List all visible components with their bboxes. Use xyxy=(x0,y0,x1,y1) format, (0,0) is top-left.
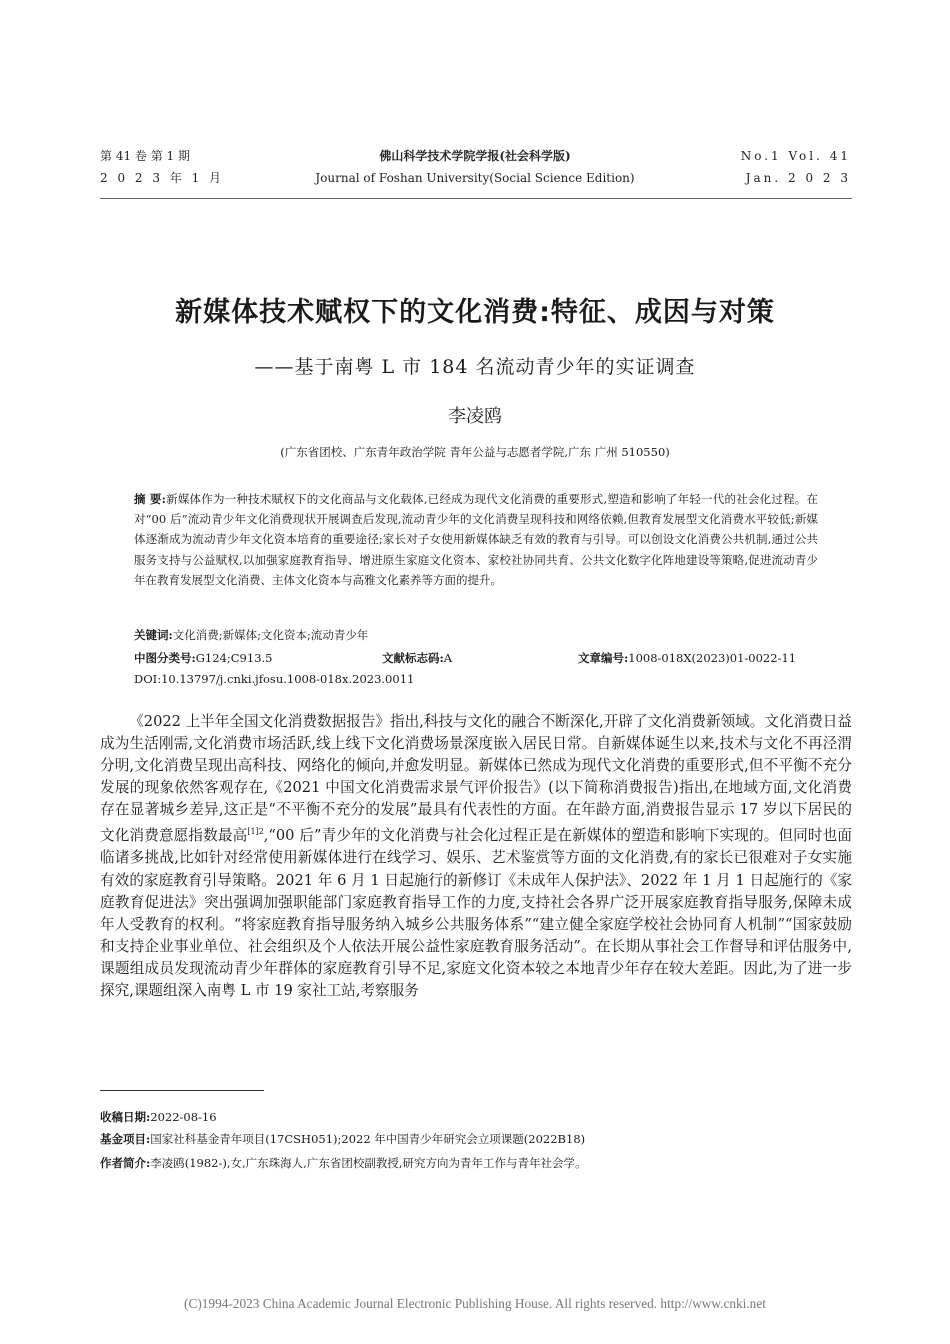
doccode-label: 文献标志码: xyxy=(382,651,444,665)
journal-title-en: Journal of Foshan University(Social Science Edition) xyxy=(315,171,635,185)
abstract-text: 新媒体作为一种技术赋权下的文化商品与文化载体,已经成为现代文化消费的重要形式,塑造和影响了年轻一代的社会化过程。在对“00 后”流动青少年文化消费现状开展调查后发现,流动青少年的文化消费呈现科技和网络依赖,但教育发展型文化消费水平较低;新媒体逐渐成为流动青少年文化资本培育的重要途径;家长对子女使用新媒体缺乏有效的教育与引导。可以创设文化消费公共机制,通过公共服务支持与公益赋权,以加强家庭教育指导、增进原生家庭文化资本、家校社协同共育、公共文化数字化阵地建设等策略,促进流动青少年在教育发展型文化消费、主体文化资本与高雅文化素养等方面的提升。 xyxy=(134,492,819,587)
clc-label: 中图分类号: xyxy=(134,651,196,665)
doccode-value: A xyxy=(443,651,453,665)
artno-label: 文章编号: xyxy=(578,651,629,665)
author-name: 李凌鸥 xyxy=(448,406,502,427)
keywords xyxy=(134,626,818,644)
article-title: 新媒体技术赋权下的文化消费:特征、成因与对策 xyxy=(175,297,775,328)
body-paragraph xyxy=(100,711,852,1002)
bio-value: 李凌鸥(1982-),女,广东珠海人,广东省团校副教授,研究方向为青年工作与青年社会学。 xyxy=(150,1156,587,1170)
author-affiliation: (广东省团校、广东青年政治学院 青年公益与志愿者学院,广东 广州 510550) xyxy=(280,445,670,459)
body-text-part-2: ,“00 后”青少年的文化消费与社会化过程正是在新媒体的塑造和影响下实现的。但同时也面临诸多挑战,比如针对经常使用新媒体进行在线学习、娱乐、艺术鉴赏等方面的文化消费,有的家长已很难对子女实施有效的家庭教育引导策略。2021 年 6 月 1 日起施行的新修订《未成年人保护法》、2022 年 1 月 1 日起施行的《家庭教育促进法》突出强调加强职能部门家庭教育指导工作的力度,支持社会各界广泛开展家庭教育指导服务,保障未成年人受教育的权利。“将家庭教育指导服务纳入城乡公共服务体系”“建立健全家庭学校社会协同育人机制”“国家鼓励和支持企业事业单位、社会组织及个人依法开展公益性家庭教育服务活动”。在长期从事社会工作督导和评估服务中,课题组成员发现流动青少年群体的家庭教育引导不足,家庭文化资本较之本地青少年存在较大差距。因此,为了进一步探究,课题组深入南粤 L 市 19 家社工站,考察服务 xyxy=(100,827,852,999)
keywords-label: 关键词: xyxy=(134,628,173,642)
doi: DOI:10.13797/j.cnki.jfosu.1008-018x.2023.0011 xyxy=(134,672,415,686)
keywords-text: 文化消费;新媒体;文化资本;流动青少年 xyxy=(172,628,369,642)
document-code xyxy=(382,649,452,667)
journal-title-cn: 佛山科学技术学院学报(社会科学版) xyxy=(379,149,571,163)
article-subtitle: ——基于南粤 L 市 184 名流动青少年的实证调查 xyxy=(254,356,696,378)
clc-code xyxy=(134,649,272,667)
month-year: Jan. 2 0 2 3 xyxy=(745,171,851,185)
number-volume: No.1 Vol. 41 xyxy=(740,149,851,163)
received-date xyxy=(100,1109,852,1125)
body-text-part-1: 《2022 上半年全国文化消费数据报告》指出,科技与文化的融合不断深化,开辟了文化消费新领域。文化消费日益成为生活刚需,文化消费市场活跃,线上线下文化消费场景深度嵌入居民日常。自新媒体诞生以来,技术与文化不再泾渭分明,文化消费呈现出高科技、网络化的倾向,并愈发明显。新媒体已然成为现代文化消费的重要形式,但不平衡不充分发展的现象依然客观存在,《2021 中国文化消费需求景气评价报告》(以下简称消费报告)指出,在地域方面,文化消费存在显著城乡差异,这正是“不平衡不充分的发展”最具有代表性的方面。在年龄方面,消费报告显示 17 岁以下居民的文化消费意愿指数最高 xyxy=(100,713,852,845)
abstract-label: 摘 要: xyxy=(134,492,166,506)
received-value: 2022-08-16 xyxy=(150,1110,217,1124)
artno-value: 1008-018X(2023)01-0022-11 xyxy=(628,651,797,665)
abstract xyxy=(134,489,818,590)
copyright-footer: (C)1994-2023 China Academic Journal Electronic Publishing House. All rights reserved. http://www.cnki.net xyxy=(184,1296,766,1311)
clc-value: G124;C913.5 xyxy=(195,651,273,665)
header-rule xyxy=(100,198,852,199)
author-bio xyxy=(100,1155,852,1171)
citation-marker: [1]2 xyxy=(247,827,264,837)
footnote-rule xyxy=(100,1090,264,1091)
fund-label: 基金项目: xyxy=(100,1132,151,1146)
fund-value: 国家社科基金青年项目(17CSH051);2022 年中国青少年研究会立项课题(2022B18) xyxy=(150,1132,586,1146)
article-number xyxy=(578,649,796,667)
received-label: 收稿日期: xyxy=(100,1110,151,1124)
bio-label: 作者简介: xyxy=(100,1156,151,1170)
fund-project xyxy=(100,1131,852,1147)
issue-date: 2 0 2 3 年 1 月 xyxy=(100,171,225,185)
volume-issue: 第 41 卷 第 1 期 xyxy=(100,149,190,163)
